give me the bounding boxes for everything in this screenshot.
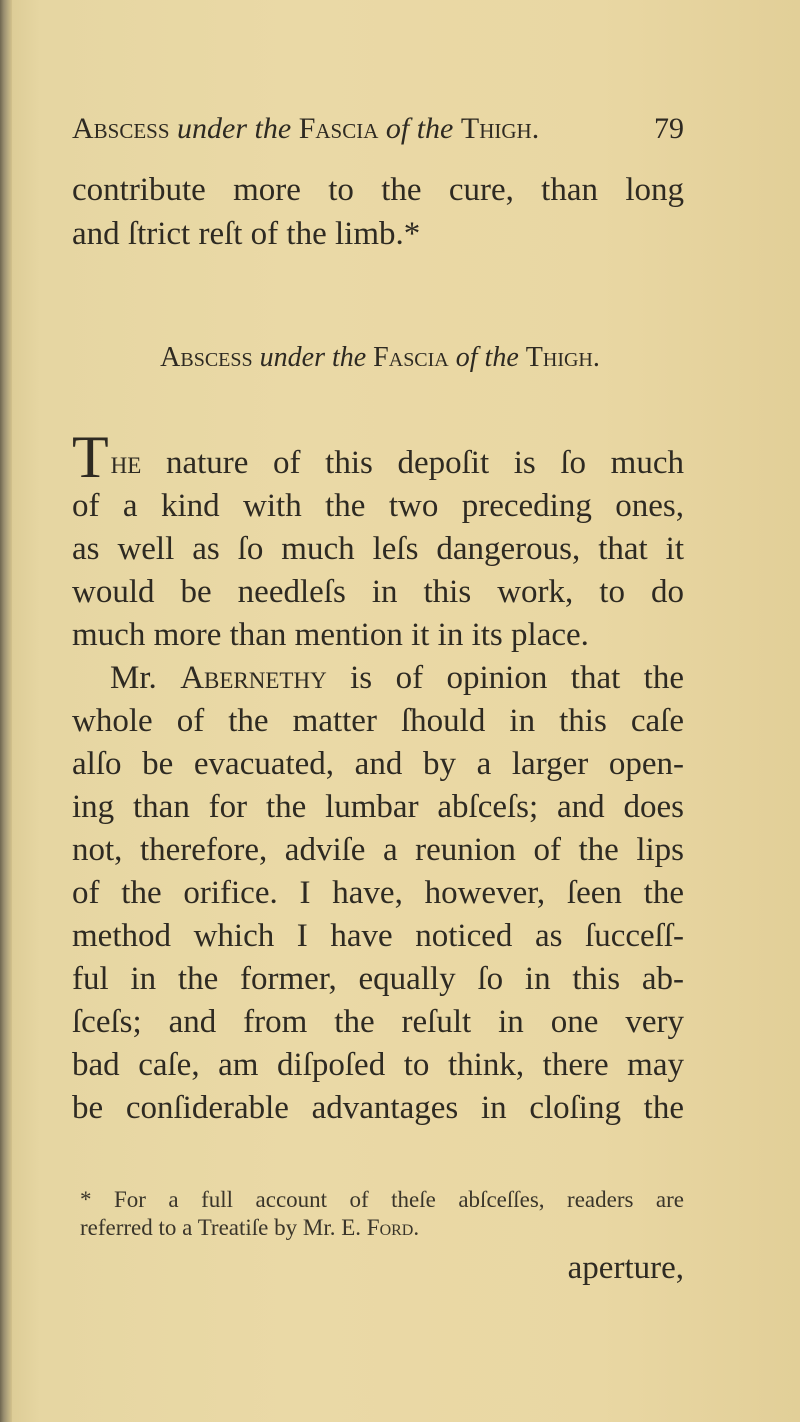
paragraph-line: as well as ſo much leſs dangerous, that it xyxy=(72,531,684,567)
catchword: aperture, xyxy=(567,1250,684,1286)
paragraph-line: not, therefore, adviſe a reunion of the lips xyxy=(72,832,684,868)
rh-under-the: under the xyxy=(177,112,292,145)
rh-thigh: Thigh. xyxy=(460,112,540,145)
paragraph-line xyxy=(72,424,684,490)
sh-abscess: Abscess xyxy=(160,342,253,373)
paragraph-line: ful in the former, equally ſo in this ab- xyxy=(72,961,684,997)
paragraph-line: would be needleſs in this work, to do xyxy=(72,574,684,610)
rh-abscess: Abscess xyxy=(72,112,170,145)
paragraph-line: whole of the matter ſhould in this caſe xyxy=(72,703,684,739)
paragraph-line: of the orifice. I have, however, ſeen the xyxy=(72,875,684,911)
book-binding-edge xyxy=(0,0,12,1422)
sh-thigh: Thigh. xyxy=(525,342,600,373)
paragraph-line: be conſiderable advantages in cloſing the xyxy=(72,1090,684,1126)
running-head-title xyxy=(72,112,539,146)
sh-under-the: under the xyxy=(259,342,367,373)
drop-cap: T xyxy=(72,424,109,490)
paragraph-text: Mr. xyxy=(110,660,181,696)
carryover-line: contribute more to the cure, than long xyxy=(72,172,684,208)
running-head xyxy=(72,112,684,146)
paragraph-line: method which I have noticed as ſucceſſ- xyxy=(72,918,684,954)
author-name: Abernethy xyxy=(180,660,327,696)
paragraph-text: nature of this depoſit is ſo much xyxy=(141,445,684,481)
footnote-text: referred to a Treatiſe by Mr. E. xyxy=(80,1215,367,1240)
paragraph-line: much more than mention it in its place. xyxy=(72,617,589,653)
paragraph-line xyxy=(110,658,684,698)
carryover-line: and ſtrict reſt of the limb.* xyxy=(72,216,421,252)
paragraph-line: alſo be evacuated, and by a larger open- xyxy=(72,746,684,782)
sh-of-the: of the xyxy=(455,342,519,373)
rh-of-the: of the xyxy=(385,112,454,145)
sh-fascia: Fascia xyxy=(373,342,449,373)
paragraph-line: of a kind with the two preceding ones, xyxy=(72,488,684,524)
rh-fascia: Fascia xyxy=(298,112,379,145)
footnote-line: * For a full account of theſe abſceſſes, readers are xyxy=(80,1187,684,1212)
paragraph-line: ing than for the lumbar abſceſs; and does xyxy=(72,789,684,825)
small-caps-text: he xyxy=(110,445,142,481)
section-heading xyxy=(90,342,670,374)
footnote-author: Ford. xyxy=(366,1215,420,1240)
paragraph-line: ſceſs; and from the reſult in one very xyxy=(72,1004,684,1040)
page-number: 79 xyxy=(654,112,684,145)
paragraph-text: is of opinion that the xyxy=(326,660,685,696)
footnote-line xyxy=(80,1214,684,1242)
paragraph-line: bad caſe, am diſpoſed to think, there may xyxy=(72,1047,684,1083)
